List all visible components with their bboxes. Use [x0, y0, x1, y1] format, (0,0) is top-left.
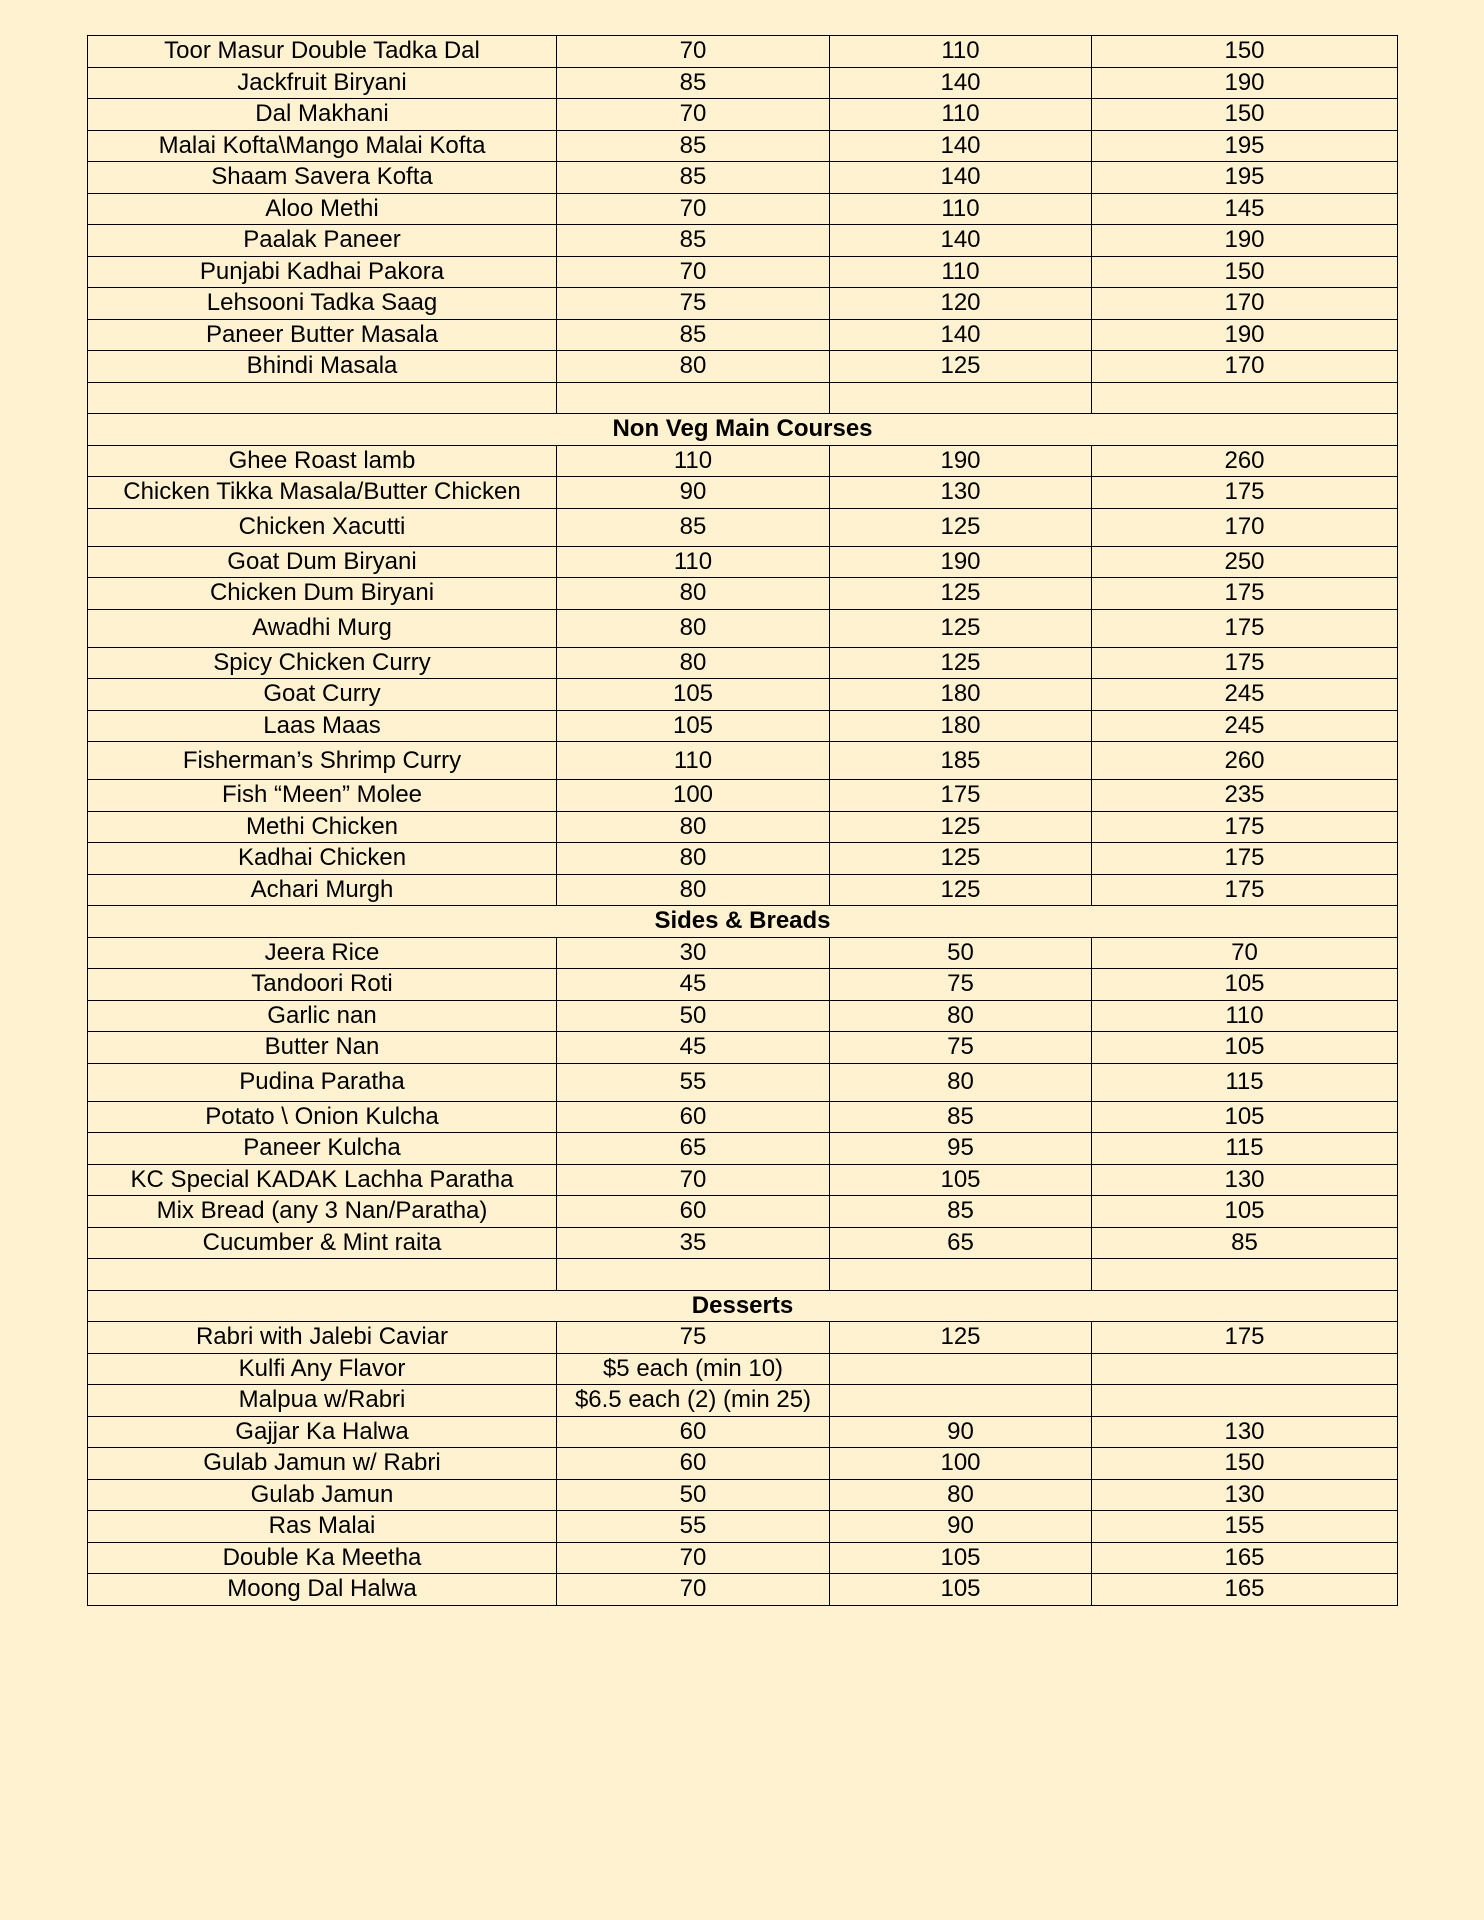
- item-name: Paneer Butter Masala: [88, 319, 557, 351]
- price-medium: 85: [830, 1101, 1092, 1133]
- menu-item-row: [88, 67, 1398, 99]
- price-large: 175: [1092, 477, 1398, 509]
- price-medium: 110: [830, 193, 1092, 225]
- price-medium: 140: [830, 67, 1092, 99]
- price-small: 80: [557, 609, 830, 647]
- price-small: 35: [557, 1227, 830, 1259]
- item-name: Malai Kofta\Mango Malai Kofta: [88, 130, 557, 162]
- item-name: Moong Dal Halwa: [88, 1574, 557, 1606]
- menu-item-row: [88, 1164, 1398, 1196]
- price-large: 195: [1092, 162, 1398, 194]
- section-header-row: [88, 414, 1398, 446]
- price-small: 45: [557, 1032, 830, 1064]
- price-medium: 80: [830, 1479, 1092, 1511]
- price-small: 80: [557, 811, 830, 843]
- price-large: 175: [1092, 843, 1398, 875]
- menu-item-row: [88, 36, 1398, 68]
- price-large: 190: [1092, 319, 1398, 351]
- price-medium: 105: [830, 1542, 1092, 1574]
- price-medium: 130: [830, 477, 1092, 509]
- price-large: 130: [1092, 1164, 1398, 1196]
- item-name: KC Special KADAK Lachha Paratha: [88, 1164, 557, 1196]
- item-name: Paneer Kulcha: [88, 1133, 557, 1165]
- price-small: 70: [557, 193, 830, 225]
- item-name: Fisherman’s Shrimp Curry: [88, 742, 557, 780]
- item-name: Goat Curry: [88, 679, 557, 711]
- price-large: 245: [1092, 679, 1398, 711]
- item-name: Malpua w/Rabri: [88, 1385, 557, 1417]
- price-large: 190: [1092, 67, 1398, 99]
- menu-table-body: [88, 36, 1398, 1606]
- item-name: Toor Masur Double Tadka Dal: [88, 36, 557, 68]
- blank-cell: [88, 382, 557, 414]
- price-medium: 120: [830, 288, 1092, 320]
- price-large: 105: [1092, 1101, 1398, 1133]
- price-large: 85: [1092, 1227, 1398, 1259]
- price-large: 175: [1092, 609, 1398, 647]
- menu-item-row: [88, 445, 1398, 477]
- menu-item-row: [88, 130, 1398, 162]
- price-small: 75: [557, 1322, 830, 1354]
- price-medium: 110: [830, 36, 1092, 68]
- menu-item-row: [88, 1227, 1398, 1259]
- price-medium: 180: [830, 679, 1092, 711]
- price-small: 60: [557, 1448, 830, 1480]
- item-name: Laas Maas: [88, 710, 557, 742]
- item-name: Spicy Chicken Curry: [88, 647, 557, 679]
- price-large: 170: [1092, 508, 1398, 546]
- price-medium: 190: [830, 445, 1092, 477]
- menu-item-row: [88, 1385, 1398, 1417]
- menu-item-row: [88, 1511, 1398, 1543]
- price-small: 70: [557, 1574, 830, 1606]
- menu-item-row: [88, 710, 1398, 742]
- blank-cell: [557, 382, 830, 414]
- menu-item-row: [88, 609, 1398, 647]
- item-name: Tandoori Roti: [88, 969, 557, 1001]
- price-small: 45: [557, 969, 830, 1001]
- price-small: 75: [557, 288, 830, 320]
- price-small: 85: [557, 162, 830, 194]
- item-name: Methi Chicken: [88, 811, 557, 843]
- menu-item-row: [88, 1574, 1398, 1606]
- price-small: 70: [557, 256, 830, 288]
- item-name: Gulab Jamun: [88, 1479, 557, 1511]
- menu-item-row: [88, 742, 1398, 780]
- menu-item-row: [88, 319, 1398, 351]
- item-name: Rabri with Jalebi Caviar: [88, 1322, 557, 1354]
- price-small: 110: [557, 546, 830, 578]
- menu-item-row: [88, 193, 1398, 225]
- item-name: Bhindi Masala: [88, 351, 557, 383]
- item-name: Potato \ Onion Kulcha: [88, 1101, 557, 1133]
- price-medium: 125: [830, 578, 1092, 610]
- item-name: Chicken Dum Biryani: [88, 578, 557, 610]
- price-medium: 95: [830, 1133, 1092, 1165]
- price-medium: 140: [830, 130, 1092, 162]
- price-small: 110: [557, 445, 830, 477]
- price-medium: 125: [830, 811, 1092, 843]
- price-medium: 105: [830, 1164, 1092, 1196]
- price-small: 55: [557, 1063, 830, 1101]
- menu-item-row: [88, 288, 1398, 320]
- price-large: 245: [1092, 710, 1398, 742]
- menu-item-row: [88, 647, 1398, 679]
- price-small: 80: [557, 351, 830, 383]
- price-large: 130: [1092, 1416, 1398, 1448]
- blank-cell: [1092, 1385, 1398, 1417]
- price-small: 50: [557, 1000, 830, 1032]
- price-large: 105: [1092, 1196, 1398, 1228]
- price-medium: 140: [830, 225, 1092, 257]
- price-large: 145: [1092, 193, 1398, 225]
- item-name: Lehsooni Tadka Saag: [88, 288, 557, 320]
- menu-item-row: [88, 1542, 1398, 1574]
- price-large: 165: [1092, 1574, 1398, 1606]
- price-small: 105: [557, 710, 830, 742]
- blank-row: [88, 1259, 1398, 1291]
- price-medium: 110: [830, 99, 1092, 131]
- price-large: 195: [1092, 130, 1398, 162]
- section-header-row: [88, 906, 1398, 938]
- item-name: Mix Bread (any 3 Nan/Paratha): [88, 1196, 557, 1228]
- price-small: 50: [557, 1479, 830, 1511]
- price-small: 55: [557, 1511, 830, 1543]
- price-large: 155: [1092, 1511, 1398, 1543]
- price-large: 250: [1092, 546, 1398, 578]
- price-medium: 125: [830, 508, 1092, 546]
- price-medium: 110: [830, 256, 1092, 288]
- price-small: 70: [557, 1164, 830, 1196]
- price-medium: 185: [830, 742, 1092, 780]
- price-large: 175: [1092, 811, 1398, 843]
- section-title: Sides & Breads: [88, 906, 1398, 938]
- price-medium: 75: [830, 1032, 1092, 1064]
- price-large: 170: [1092, 351, 1398, 383]
- price-large: 175: [1092, 578, 1398, 610]
- price-large: 70: [1092, 937, 1398, 969]
- blank-cell: [1092, 382, 1398, 414]
- price-small: 85: [557, 508, 830, 546]
- price-large: 150: [1092, 99, 1398, 131]
- menu-item-row: [88, 1448, 1398, 1480]
- item-name: Cucumber & Mint raita: [88, 1227, 557, 1259]
- price-medium: 125: [830, 874, 1092, 906]
- menu-item-row: [88, 843, 1398, 875]
- menu-item-row: [88, 351, 1398, 383]
- price-large: 115: [1092, 1063, 1398, 1101]
- price-large: 150: [1092, 256, 1398, 288]
- item-name: Shaam Savera Kofta: [88, 162, 557, 194]
- item-name: Jeera Rice: [88, 937, 557, 969]
- price-large: 105: [1092, 969, 1398, 1001]
- price-large: 150: [1092, 36, 1398, 68]
- price-large: 175: [1092, 647, 1398, 679]
- price-medium: 175: [830, 780, 1092, 812]
- menu-item-row: [88, 256, 1398, 288]
- item-name: Chicken Tikka Masala/Butter Chicken: [88, 477, 557, 509]
- blank-cell: [557, 1259, 830, 1291]
- item-name: Pudina Paratha: [88, 1063, 557, 1101]
- item-name: Achari Murgh: [88, 874, 557, 906]
- price-small: 110: [557, 742, 830, 780]
- price-small: 70: [557, 36, 830, 68]
- menu-item-row: [88, 1063, 1398, 1101]
- item-name: Punjabi Kadhai Pakora: [88, 256, 557, 288]
- menu-item-row: [88, 811, 1398, 843]
- item-name: Paalak Paneer: [88, 225, 557, 257]
- price-small: 80: [557, 647, 830, 679]
- price-small: 90: [557, 477, 830, 509]
- menu-item-row: [88, 780, 1398, 812]
- item-price-note: $5 each (min 10): [557, 1353, 830, 1385]
- price-medium: 140: [830, 319, 1092, 351]
- price-medium: 85: [830, 1196, 1092, 1228]
- price-medium: 125: [830, 647, 1092, 679]
- menu-item-row: [88, 1032, 1398, 1064]
- price-large: 235: [1092, 780, 1398, 812]
- menu-item-row: [88, 546, 1398, 578]
- price-medium: 105: [830, 1574, 1092, 1606]
- price-small: 80: [557, 843, 830, 875]
- price-small: 85: [557, 130, 830, 162]
- menu-item-row: [88, 162, 1398, 194]
- price-medium: 125: [830, 1322, 1092, 1354]
- price-medium: 90: [830, 1511, 1092, 1543]
- price-medium: 80: [830, 1063, 1092, 1101]
- price-large: 260: [1092, 742, 1398, 780]
- item-price-note: $6.5 each (2) (min 25): [557, 1385, 830, 1417]
- menu-item-row: [88, 1196, 1398, 1228]
- menu-item-row: [88, 578, 1398, 610]
- menu-item-row: [88, 1000, 1398, 1032]
- blank-cell: [830, 382, 1092, 414]
- menu-item-row: [88, 874, 1398, 906]
- price-small: 70: [557, 99, 830, 131]
- blank-row: [88, 382, 1398, 414]
- menu-item-row: [88, 937, 1398, 969]
- item-name: Butter Nan: [88, 1032, 557, 1064]
- price-large: 130: [1092, 1479, 1398, 1511]
- price-small: 60: [557, 1101, 830, 1133]
- price-medium: 90: [830, 1416, 1092, 1448]
- price-large: 110: [1092, 1000, 1398, 1032]
- menu-item-row: [88, 1479, 1398, 1511]
- price-medium: 125: [830, 609, 1092, 647]
- menu-item-row: [88, 1101, 1398, 1133]
- item-name: Goat Dum Biryani: [88, 546, 557, 578]
- price-medium: 125: [830, 351, 1092, 383]
- item-name: Awadhi Murg: [88, 609, 557, 647]
- price-small: 85: [557, 67, 830, 99]
- menu-price-table: [87, 35, 1398, 1606]
- price-small: 85: [557, 225, 830, 257]
- item-name: Dal Makhani: [88, 99, 557, 131]
- section-title: Non Veg Main Courses: [88, 414, 1398, 446]
- item-name: Jackfruit Biryani: [88, 67, 557, 99]
- price-small: 30: [557, 937, 830, 969]
- price-large: 170: [1092, 288, 1398, 320]
- price-large: 175: [1092, 1322, 1398, 1354]
- price-medium: 125: [830, 843, 1092, 875]
- item-name: Gulab Jamun w/ Rabri: [88, 1448, 557, 1480]
- item-name: Ras Malai: [88, 1511, 557, 1543]
- price-medium: 190: [830, 546, 1092, 578]
- price-medium: 75: [830, 969, 1092, 1001]
- blank-cell: [88, 1259, 557, 1291]
- blank-cell: [1092, 1353, 1398, 1385]
- blank-cell: [830, 1259, 1092, 1291]
- price-large: 165: [1092, 1542, 1398, 1574]
- item-name: Aloo Methi: [88, 193, 557, 225]
- menu-item-row: [88, 225, 1398, 257]
- item-name: Kadhai Chicken: [88, 843, 557, 875]
- section-header-row: [88, 1290, 1398, 1322]
- price-large: 190: [1092, 225, 1398, 257]
- price-large: 115: [1092, 1133, 1398, 1165]
- price-small: 105: [557, 679, 830, 711]
- menu-item-row: [88, 508, 1398, 546]
- item-name: Fish “Meen” Molee: [88, 780, 557, 812]
- blank-cell: [830, 1385, 1092, 1417]
- section-title: Desserts: [88, 1290, 1398, 1322]
- item-name: Double Ka Meetha: [88, 1542, 557, 1574]
- price-small: 100: [557, 780, 830, 812]
- price-small: 60: [557, 1416, 830, 1448]
- price-medium: 140: [830, 162, 1092, 194]
- price-medium: 65: [830, 1227, 1092, 1259]
- menu-item-row: [88, 969, 1398, 1001]
- item-name: Chicken Xacutti: [88, 508, 557, 546]
- price-small: 65: [557, 1133, 830, 1165]
- price-small: 70: [557, 1542, 830, 1574]
- menu-item-row: [88, 1353, 1398, 1385]
- item-name: Kulfi Any Flavor: [88, 1353, 557, 1385]
- price-medium: 50: [830, 937, 1092, 969]
- price-large: 105: [1092, 1032, 1398, 1064]
- menu-item-row: [88, 1322, 1398, 1354]
- price-small: 80: [557, 578, 830, 610]
- price-large: 175: [1092, 874, 1398, 906]
- blank-cell: [830, 1353, 1092, 1385]
- menu-item-row: [88, 1133, 1398, 1165]
- price-large: 260: [1092, 445, 1398, 477]
- price-medium: 180: [830, 710, 1092, 742]
- price-medium: 100: [830, 1448, 1092, 1480]
- menu-item-row: [88, 477, 1398, 509]
- menu-item-row: [88, 1416, 1398, 1448]
- item-name: Gajjar Ka Halwa: [88, 1416, 557, 1448]
- blank-cell: [1092, 1259, 1398, 1291]
- price-small: 60: [557, 1196, 830, 1228]
- price-small: 85: [557, 319, 830, 351]
- item-name: Ghee Roast lamb: [88, 445, 557, 477]
- price-medium: 80: [830, 1000, 1092, 1032]
- price-large: 150: [1092, 1448, 1398, 1480]
- price-small: 80: [557, 874, 830, 906]
- item-name: Garlic nan: [88, 1000, 557, 1032]
- menu-item-row: [88, 99, 1398, 131]
- menu-item-row: [88, 679, 1398, 711]
